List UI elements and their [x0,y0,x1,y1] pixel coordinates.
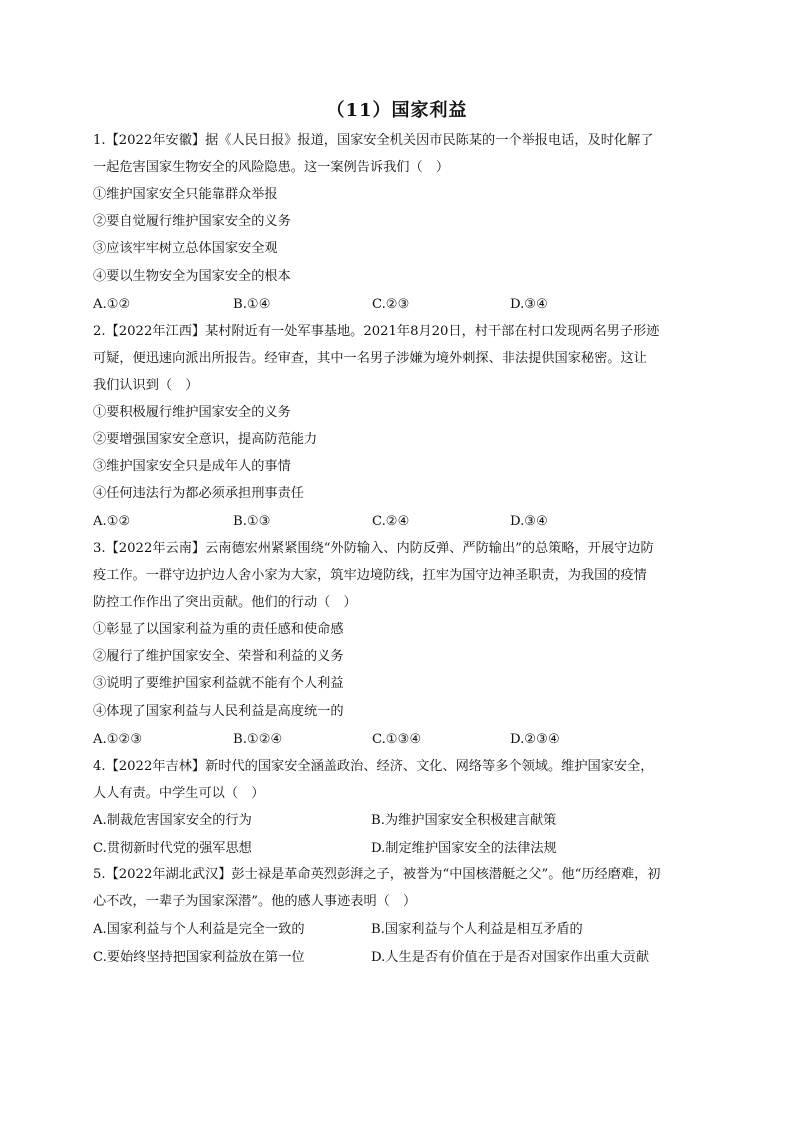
question-3-option-a: A.①②③ [93,732,143,747]
question-2-stem-line-1: 2.【2022年江西】某村附近有一处军事基地。2021年8月20日，村干部在村口发现两名男子形迹 [93,324,660,339]
question-2-option-c: C.②④ [372,514,410,529]
question-1-option-a: A.①② [93,297,131,312]
question-2-statement-1: ①要积极履行维护国家安全的义务 [93,405,291,420]
question-1-option-d: D.③④ [510,297,548,312]
question-2-stem-line-3: 我们认识到（ ） [93,378,199,393]
question-1-stem-line-2: 一起危害国家生物安全的风险隐患。这一案例告诉我们（ ） [93,160,450,175]
question-5-option-d: D.人生是否有价值在于是否对国家作出重大贡献 [371,950,650,965]
question-3-option-c: C.①③④ [372,732,422,747]
question-4-option-b: B.为维护国家安全积极建言献策 [371,813,557,828]
question-2-stem-line-2: 可疑，便迅速向派出所报告。经审查，其中一名男子涉嫌为境外刺探、非法提供国家秘密。这让 [93,351,647,366]
question-1-stem-line-1: 1.【2022年安徽】据《人民日报》报道，国家安全机关因市民陈某的一个举报电话，及时化解了 [93,133,654,148]
question-2-statement-2: ②要增强国家安全意识，提高防范能力 [93,432,318,447]
page-title: （11）国家利益 [326,100,468,121]
question-3-statement-4: ④体现了国家利益与人民利益是高度统一的 [93,704,344,719]
question-5-option-b: B.国家利益与个人利益是相互矛盾的 [371,922,583,937]
question-1-statement-1: ①维护国家安全只能靠群众举报 [93,187,278,202]
question-5-stem-line-2: 心不改，一辈子为国家深潜”。他的感人事迹表明（ ） [93,894,417,909]
question-4-stem-line-2: 人人有责。中学生可以（ ） [93,786,265,801]
question-4-option-a: A.制裁危害国家安全的行为 [93,813,252,828]
question-1-statement-2: ②要自觉履行维护国家安全的义务 [93,214,291,229]
question-3-stem-line-3: 防控工作作出了突出贡献。他们的行动（ ） [93,595,357,610]
question-2-option-d: D.③④ [510,514,548,529]
question-3-option-b: B.①②④ [233,732,283,747]
question-3-stem-line-1: 3.【2022年云南】云南德宏州紧紧围绕“外防输入、内防反弹、严防输出”的总策略，开展守边防 [93,541,654,556]
question-4-option-d: D.制定维护国家安全的法律法规 [371,841,557,856]
question-5-option-a: A.国家利益与个人利益是完全一致的 [93,922,305,937]
question-3-statement-3: ③说明了要维护国家利益就不能有个人利益 [93,676,344,691]
question-2-option-a: A.①② [93,514,131,529]
question-5-stem-line-1: 5.【2022年湖北武汉】彭士禄是革命英烈彭湃之子，被誉为“中国核潜艇之父”。他“历经磨难，初 [93,867,661,882]
question-3-statement-2: ②履行了维护国家安全、荣誉和利益的义务 [93,649,344,664]
question-5-option-c: C.要始终坚持把国家利益放在第一位 [93,950,305,965]
question-2-option-b: B.①③ [233,514,271,529]
question-1-statement-3: ③应该牢牢树立总体国家安全观 [93,241,278,256]
question-3-option-d: D.②③④ [510,732,560,747]
question-4-stem-line-1: 4.【2022年吉林】新时代的国家安全涵盖政治、经济、文化、网络等多个领域。维护国家安全， [93,759,654,774]
question-1-statement-4: ④要以生物安全为国家安全的根本 [93,269,291,284]
question-1-option-c: C.②③ [372,297,410,312]
question-4-option-c: C.贯彻新时代党的强军思想 [93,841,252,856]
question-1-option-b: B.①④ [233,297,271,312]
question-3-statement-1: ①彰显了以国家利益为重的责任感和使命感 [93,622,344,637]
question-2-statement-3: ③维护国家安全只是成年人的事情 [93,459,291,474]
question-2-statement-4: ④任何违法行为都必须承担刑事责任 [93,486,304,501]
question-3-stem-line-2: 疫工作。一群守边护边人舍小家为大家，筑牢边境防线，扛牢为国守边神圣职责，为我国的疫情 [93,568,647,583]
